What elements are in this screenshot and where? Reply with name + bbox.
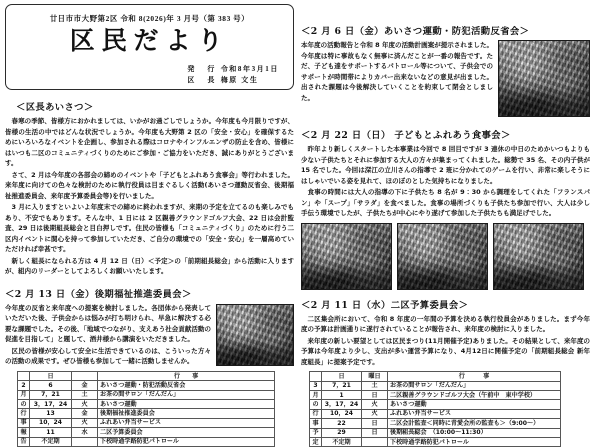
header-event: 行 事: [388, 372, 561, 381]
cell-day: 7，21: [30, 390, 72, 399]
budget-heading: ＜2 月 11 日（水）二区予算委員会＞: [301, 299, 469, 311]
cell-weekday: [72, 437, 98, 446]
cell-event: 二区会計監査＜同時に青愛会所の監査も＞（9:00～）: [388, 419, 561, 428]
table-header-row: [310, 372, 561, 381]
cell-event: あいさつ運動・防犯活動反省会: [98, 381, 275, 390]
cell-weekday: 火: [72, 418, 98, 427]
greeting-paragraph-2: さて、2 月は今年度の各部会の締めのイベントや「子どもとふれあう食事会」等行われました。来年度に向けての色々な検討のために執行役員は目まぐるしく活動(あいさつ運動反省会、後期福祉推進委員会、来年度予算委員会等)を行いました。: [5, 170, 294, 200]
cell-event: 下校時通学路防犯パトロール: [98, 437, 275, 446]
cell-weekday: [362, 437, 388, 446]
cell-weekday: 水: [72, 428, 98, 437]
table-row: [18, 437, 275, 446]
table-row: [310, 409, 561, 418]
vlabel-char: 月: [310, 390, 322, 399]
cell-weekday: 金: [72, 381, 98, 390]
greeting-campaign-heading: ＜2 月 6 日（金）あいさつ運動・防犯活動反省会＞: [301, 26, 530, 37]
cell-weekday: 土: [362, 381, 388, 390]
february-events-table: [17, 371, 275, 447]
cell-day: 29: [322, 428, 362, 437]
cell-event: あいさつ運動: [98, 400, 275, 409]
cell-event: ふれあい弁当サービス: [388, 409, 561, 418]
cell-day: 13: [30, 409, 72, 418]
greeting-paragraph-1: 春寒の季節、皆様方におかれましては、いかがお過ごしでしょうか。今年度も今月限りですが、皆様の生活の中ではどんな状況でしょうか。今年度も大野第 2 区の「安全・安心」を確保するためにいろいろなイベントを企画し、参加される際はコロナやインフルエンザの防止を含め、皆様にはいつも二区のコミュニティづくりのためにご参加・ご協力をいただき、誠にありがとうございます。: [5, 117, 294, 168]
cell-weekday: 土: [72, 390, 98, 399]
cell-weekday: 火: [72, 400, 98, 409]
welfare-paragraph-2: 区民の皆様が安心して安全に生活できているのは、こういった方々の活動の成果です。ぜひ皆様も参加して一緒に活動しませんか。: [5, 346, 211, 366]
cell-day: 1: [322, 390, 362, 399]
greeting-campaign-paragraph: 本年度の活動報告と令和 8 年度の活動計画案が提示されました。今年度は特に事故もなく無事に済んだことが一番の報告です。ただ、子ども達をサポートするパトロール等について、子供会でのサポートが時間帯によりカバー出来ないなどの意見が出ました。出された課題は今後解決していくことを約束して閉会としました。: [301, 41, 493, 102]
dinner-children-photo: [493, 223, 584, 290]
table-row: [310, 381, 561, 390]
table-row: [310, 400, 561, 409]
vlabel-char: 報: [18, 428, 30, 437]
vlabel-char: 事: [310, 419, 322, 428]
vlabel-char: 月: [18, 390, 30, 399]
chief-label: 区 長: [187, 75, 218, 84]
table-row: [18, 428, 275, 437]
cell-event: 下校時通学路防犯パトロール: [388, 437, 561, 446]
header-day: 日: [322, 372, 362, 381]
vlabel-char: 行: [310, 409, 322, 418]
cell-event: 後期福祉推進委員会: [98, 409, 275, 418]
cell-weekday: 日: [362, 428, 388, 437]
header-event: 行 事: [98, 371, 275, 380]
dinner-food-photo: [397, 223, 488, 290]
publish-date: 令和8年3月1日: [220, 65, 279, 73]
cell-event: 後期組長総会 （10:00～11:30）: [388, 428, 561, 437]
cell-day: 不定期: [30, 437, 72, 446]
greeting-campaign-photo: [498, 40, 590, 117]
vlabel-char: 行: [18, 409, 30, 418]
cell-day: 3，17，24: [30, 400, 72, 409]
cell-event: 二区予算委員会: [98, 428, 275, 437]
cell-event: お茶の間サロン「だんだん」: [388, 381, 561, 390]
dinner-heading: ＜2 月 22 日（日） 子どもとふれあう食事会＞: [301, 130, 511, 141]
cell-weekday: 日: [362, 390, 388, 399]
cell-weekday: 金: [72, 409, 98, 418]
cell-weekday: 日: [362, 419, 388, 428]
cell-day: 3，17，24: [322, 400, 362, 409]
vlabel-char: 3: [310, 381, 322, 390]
vlabel-char: 2: [18, 381, 30, 390]
chief-name: 梅原 文生: [220, 75, 259, 84]
cell-day: 11: [30, 428, 72, 437]
masthead-issue-line: 廿日市市大野第2区 令和 8(2026)年 3 月号（第 383 号）: [49, 14, 250, 23]
table-row: [18, 400, 275, 409]
header-corner: [310, 372, 322, 381]
right-column: [301, 4, 590, 446]
table-row: [18, 409, 275, 418]
dinner-paragraph-2: 食事の時間には大人の指導の下に子供たち 8 名が 9：30 から調理をしてくれた「フランスパン」や「スープ」「サラダ」を食べました。食事の場所づくりも子供たち参加で行い、大人は少し手伝う環境でしたが、子供たちが中心にやり遂げて参加した子供たちも満足げでした。: [301, 188, 590, 218]
dinner-paragraph-1: 昨年より新しくスタートした本事業は今回で 8 回目ですが 3 連休の中日のためかいつもよりも少ない子供たちとそれに参加する大人の方々が集まってくれました。総勢で 35 名、その内子供が 15 名でした。今回は深江の立川さんの指導で 2 班に分かれてのゲームを行い、非常に楽しそうにはしゃいでいる姿を見れて、ほのぼのとした気持ちになりました。: [301, 145, 590, 185]
dinner-photo-strip: [301, 223, 590, 290]
cell-day: 不定期: [322, 437, 362, 446]
vlabel-char: 定: [310, 437, 322, 446]
page-title: 区民だより: [69, 26, 230, 55]
vlabel-char: 予: [310, 428, 322, 437]
table-row: [310, 390, 561, 399]
budget-paragraph-2: 来年度の新しい要望としては区民まつり(11月開催予定)ありました。その結果として、来年度の予算は今年度より少し、支出が多い運営予算になり、4月12日に開催予定の「前期組長総会 新年度組長」に提案予定です。: [301, 336, 590, 366]
cell-day: 7，21: [322, 381, 362, 390]
welfare-meeting-photo: [216, 304, 294, 366]
header-corner: [18, 371, 30, 380]
cell-day: 10，24: [322, 409, 362, 418]
welfare-paragraph-1: 今年度の反省と来年度への提案を検討しました。各団体から発表していただいた後、子供会からは悩みが打ち明けられ、早急に解決する必要な課題でした。その後、「地域でつながり、支えあう社会貢献活動の促進を目指して」と題して、酒井様から講演をいただきました。: [5, 303, 211, 344]
greeting-heading: ＜区長あいさつ＞: [16, 102, 94, 113]
table-header-row: [18, 371, 275, 380]
header-weekday: 曜日: [362, 372, 388, 381]
left-column: [5, 4, 294, 446]
cell-day: 10，24: [30, 418, 72, 427]
table-row: [310, 419, 561, 428]
vlabel-char: の: [310, 400, 322, 409]
vlabel-char: 事: [18, 418, 30, 427]
cell-event: お茶の間サロン「だんだん」: [98, 390, 275, 399]
vlabel-char: 告: [18, 437, 30, 446]
cell-day: 22: [322, 419, 362, 428]
cell-weekday: 火: [362, 400, 388, 409]
welfare-heading: ＜2 月 13 日（金）後期福祉推進委員会＞: [5, 288, 192, 300]
cell-day: 6: [30, 381, 72, 390]
table-row: [18, 390, 275, 399]
budget-paragraph-1: 二区集会所において、令和 8 年度の一年間の予算を決める執行役員会がありました。まず今年度の予算は計画通りに遂行されていることが報告され、来年度の検討に入りました。: [301, 314, 590, 334]
table-row: [310, 437, 561, 446]
table-row: [18, 381, 275, 390]
greeting-paragraph-4: 新しく組長になられる方は 4 月 12 日（日）＜予定＞の「前期組長総会」から活動に入りますが、組内のリーダーとしてよろしくお願いいたします。: [5, 256, 294, 276]
cell-event: あいさつ運動: [388, 400, 561, 409]
masthead-publisher-block: [187, 64, 279, 85]
march-events-table: [309, 371, 561, 447]
header-weekday: [72, 371, 98, 380]
table-row: [310, 428, 561, 437]
header-day: 日: [30, 371, 72, 380]
dinner-cooking-photo: [301, 223, 392, 290]
greeting-paragraph-3: 3 月に入りますといよいよ年度末での締めに終われますが、来期の予定を立てるのも楽しみでもあり、不安でもあります。そんな中、1 日には 2 区親善グラウンドゴルフ大会、22 日は会計監査、29 日は後期組長総会と目白押しです。住民の皆様も「コミュニティづくり」のために行う二区内イベントに関心を持って参加していただき、ご自分の環境での「安全・安心」を一層高めていただければ幸甚です。: [5, 203, 294, 254]
vlabel-char: の: [18, 400, 30, 409]
cell-weekday: 火: [362, 409, 388, 418]
masthead: [5, 4, 294, 90]
cell-event: ふれあい弁当サービス: [98, 418, 275, 427]
cell-event: 二区親善グラウンドゴルフ大会（午前中 東中学校）: [388, 390, 561, 399]
publish-label: 発 行: [187, 65, 218, 73]
